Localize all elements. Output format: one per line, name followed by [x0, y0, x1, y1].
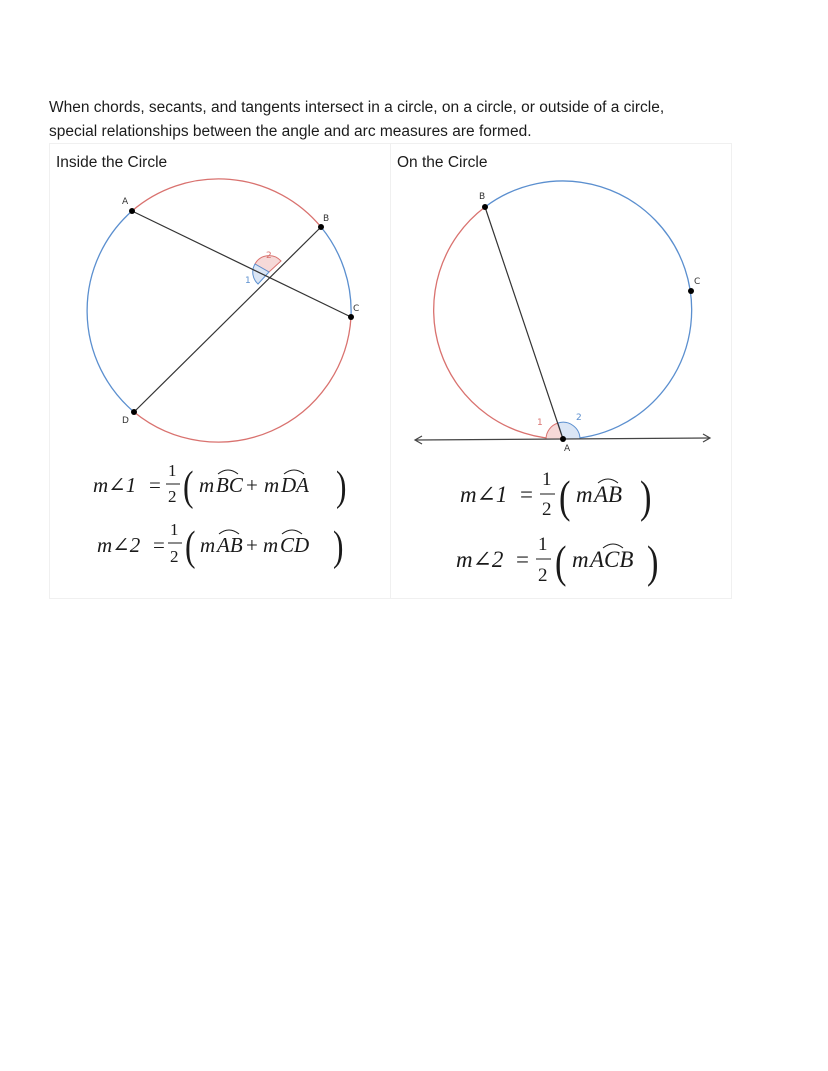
svg-text:+: + — [246, 533, 258, 557]
point-c — [688, 288, 694, 294]
svg-text:m: m — [200, 533, 216, 557]
svg-text:1: 1 — [168, 461, 177, 480]
point-a — [560, 436, 566, 442]
on-circle-diagram — [391, 144, 732, 600]
chord-ab — [485, 207, 563, 439]
svg-text:): ) — [640, 471, 652, 523]
point-d — [131, 409, 137, 415]
label-b: B — [323, 214, 330, 224]
formula-angle-1-inside — [93, 461, 346, 510]
label-a: A — [122, 197, 129, 207]
svg-text:+: + — [246, 473, 258, 497]
svg-text:m: m — [199, 473, 215, 497]
label-d: D — [122, 416, 129, 426]
svg-text:2: 2 — [542, 499, 552, 520]
point-a — [129, 208, 135, 214]
svg-text:1: 1 — [542, 469, 552, 490]
svg-text:=: = — [153, 533, 165, 557]
chord-bd — [134, 227, 321, 412]
svg-text:1: 1 — [170, 520, 179, 539]
angle-relationships-table — [49, 143, 732, 599]
intro-line-2: special relationships between the angle and arc measures are formed. — [49, 123, 532, 140]
point-b — [482, 204, 488, 210]
cell-title-inside: Inside the Circle — [56, 154, 168, 171]
intro-line-1: When chords, secants, and tangents intersect in a circle, on a circle, or outside of a circle, — [49, 99, 665, 116]
svg-text:2: 2 — [538, 565, 548, 586]
svg-text:m∠1: m∠1 — [93, 473, 137, 497]
label-a: A — [564, 444, 571, 454]
svg-text:m: m — [572, 547, 589, 572]
svg-text:1: 1 — [538, 534, 548, 555]
label-b: B — [479, 192, 486, 202]
svg-text:=: = — [516, 547, 529, 572]
label-angle-2: 2 — [266, 251, 272, 261]
formula-angle-1-on — [460, 469, 651, 522]
svg-text:CD: CD — [280, 533, 310, 557]
svg-text:=: = — [149, 473, 161, 497]
svg-text:ACB: ACB — [590, 547, 634, 572]
formula-angle-2-inside — [97, 520, 343, 570]
cell-title-on: On the Circle — [397, 154, 488, 171]
label-angle-1: 1 — [537, 418, 543, 428]
arc-acb-major — [485, 181, 692, 439]
arc-ab — [132, 179, 321, 227]
cell-inside-circle — [50, 144, 391, 598]
svg-text:DA: DA — [281, 473, 309, 497]
svg-text:m: m — [263, 533, 279, 557]
svg-text:AB: AB — [217, 533, 243, 557]
intro-paragraph — [49, 96, 749, 144]
svg-text:m: m — [576, 482, 593, 507]
svg-text:m∠1: m∠1 — [460, 482, 508, 507]
inside-circle-diagram — [50, 144, 391, 600]
arc-ab-minor — [434, 207, 563, 439]
cell-on-circle — [391, 144, 732, 598]
label-c: C — [694, 277, 701, 287]
svg-text:(: ( — [559, 471, 571, 523]
formula-angle-2-on — [456, 534, 658, 587]
arc-da — [87, 211, 134, 412]
svg-text:(: ( — [183, 463, 194, 511]
svg-text:BC: BC — [216, 473, 243, 497]
point-b — [318, 224, 324, 230]
svg-text:): ) — [336, 463, 347, 511]
svg-text:2: 2 — [168, 487, 177, 506]
svg-text:AB: AB — [594, 482, 623, 507]
label-angle-2: 2 — [576, 413, 582, 423]
svg-text:): ) — [647, 536, 659, 588]
label-c: C — [353, 304, 360, 314]
svg-text:(: ( — [555, 536, 567, 588]
svg-text:m: m — [264, 473, 280, 497]
svg-text:=: = — [520, 482, 533, 507]
svg-text:(: ( — [185, 523, 196, 571]
svg-text:m∠2: m∠2 — [456, 547, 504, 572]
svg-text:): ) — [333, 523, 344, 571]
svg-text:2: 2 — [170, 547, 179, 566]
svg-text:m∠2: m∠2 — [97, 533, 141, 557]
arc-bc — [321, 227, 351, 317]
point-c — [348, 314, 354, 320]
label-angle-1: 1 — [245, 276, 251, 286]
